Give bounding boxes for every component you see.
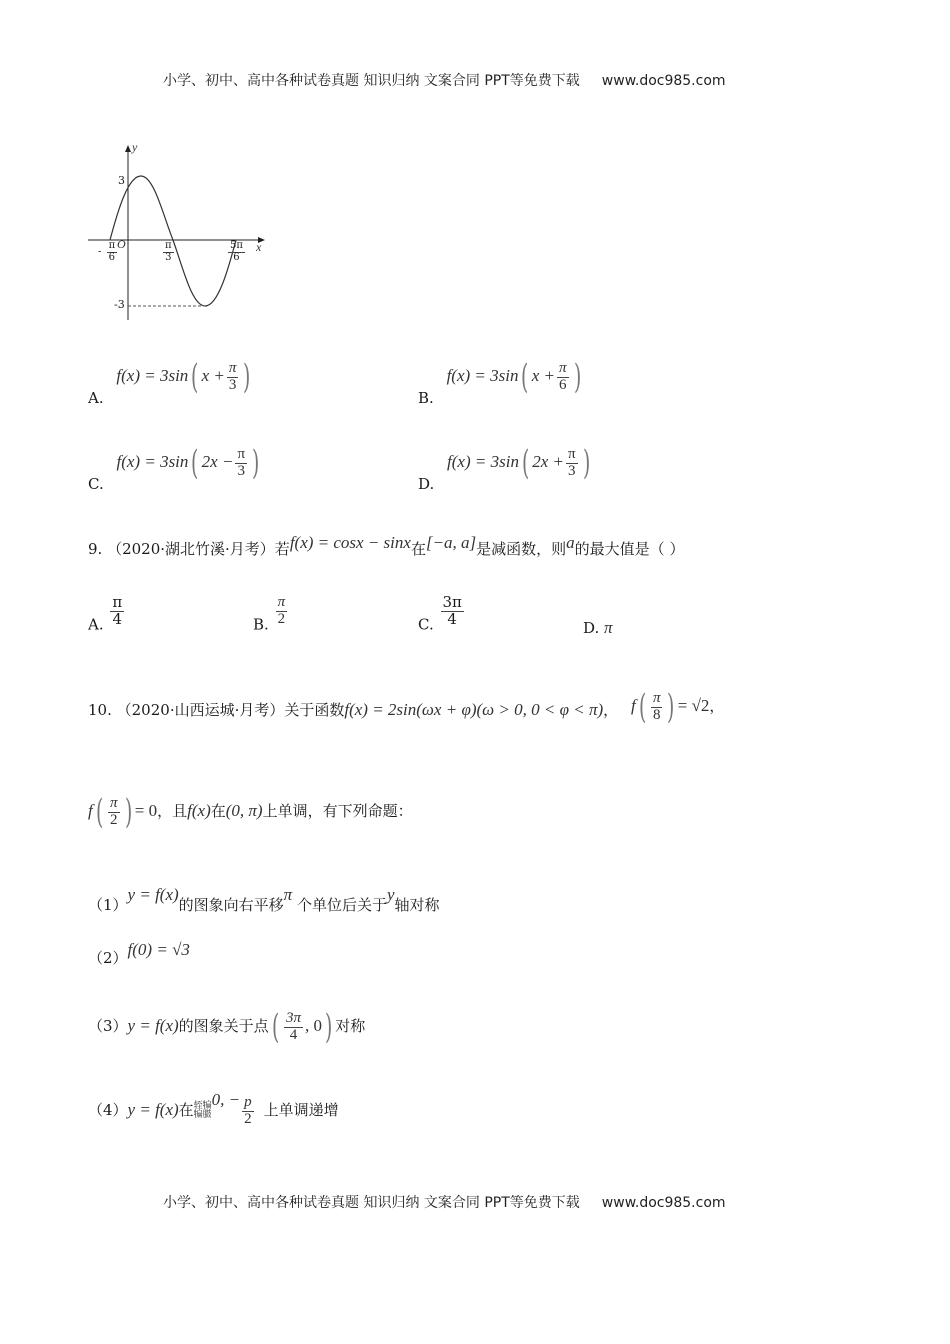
frac-den: 4 (112, 609, 123, 628)
prop-text: 的图象关于点 (178, 1017, 269, 1035)
cond-rhs: = 0 (134, 801, 158, 820)
prop-text: 在 (178, 1101, 194, 1119)
option-label: A. (88, 389, 104, 407)
x-tick-5pi-6 (226, 241, 247, 263)
option-value: π (604, 618, 613, 637)
frac-den: 2 (244, 1110, 252, 1127)
option-frac (566, 447, 578, 480)
prop-label: （4） (88, 1101, 128, 1119)
footer-text: 小学、初中、高中各种试卷真题 知识归纳 文案合同 PPT等免费下载 (163, 1195, 580, 1211)
q9-option-a[interactable] (88, 595, 126, 633)
right-paren: ) (243, 357, 251, 397)
proposition-1 (88, 885, 440, 915)
right-paren: ) (324, 1007, 333, 1047)
page-header-banner (163, 70, 726, 90)
q10-line-2 (88, 792, 413, 832)
left-paren: ( (638, 687, 646, 727)
frac-num: 3π (442, 593, 462, 611)
frac-den: 4 (447, 609, 457, 628)
option-frac (227, 361, 239, 394)
option-inner: x + (531, 366, 556, 385)
left-paren: ( (191, 443, 199, 483)
prop-frac (284, 1011, 303, 1044)
left-paren: ( (191, 357, 199, 397)
q9-option-d[interactable] (583, 618, 613, 638)
tick-den: 6 (233, 251, 240, 263)
frac-den: 3 (237, 462, 245, 479)
left-paren: ( (95, 792, 104, 832)
frac-num: p (244, 1093, 252, 1110)
garbled-bracket-glyphs: 轾犏犏臌 (193, 1101, 212, 1120)
proposition-2 (88, 940, 190, 968)
question-source: （2020·湖北竹溪·月考）若 (107, 540, 290, 558)
q10-condition-1 (630, 687, 725, 727)
option-label: B. (418, 389, 434, 407)
right-paren: ) (582, 443, 590, 483)
frac-den: 2 (110, 811, 118, 828)
option-lhs: f(x) = 3sin (116, 366, 189, 385)
question-source: （2020·山西运城·月考）关于函数 (116, 701, 345, 719)
q10-punct: ， (709, 697, 725, 715)
prop-text: 个单位后关于 (292, 896, 387, 914)
option-label: A. (88, 615, 104, 634)
q8-option-d[interactable] (418, 443, 593, 493)
prop-math: 0, − (211, 1090, 241, 1109)
frac-num: π (652, 689, 661, 706)
question-10 (88, 687, 725, 727)
option-frac (110, 595, 124, 628)
question-9 (88, 533, 684, 559)
sine-graph (88, 140, 278, 330)
frac-num: 3π (285, 1009, 301, 1026)
prop-label: （2） (88, 949, 128, 967)
left-paren: ( (271, 1007, 279, 1047)
option-frac (441, 595, 464, 628)
proposition-4 (88, 1090, 339, 1127)
option-label: C. (418, 615, 434, 634)
tick-sign: - (98, 246, 102, 258)
tick-den: 6 (108, 251, 116, 263)
q9-interval: [−a, a] (425, 533, 477, 552)
prop-label: （3） (88, 1017, 128, 1035)
q10-interval: (0, π) (225, 801, 263, 820)
footer-url: www.doc985.com (601, 1195, 726, 1211)
option-label: D. (418, 475, 435, 493)
q9-function: f(x) = cosx − sinx (289, 533, 411, 552)
option-label: C. (88, 475, 104, 493)
option-frac (276, 595, 288, 628)
frac-den: 2 (277, 610, 286, 627)
prop-frac (242, 1095, 254, 1128)
prop-text: 轴对称 (394, 896, 440, 914)
tick-frac (228, 241, 245, 263)
proposition-3 (88, 1007, 366, 1047)
q10-fx: f(x) (187, 801, 211, 820)
y-tick-neg3: -3 (114, 298, 125, 311)
prop-math: y = f(x) (127, 1016, 179, 1035)
option-label: D. (583, 619, 600, 637)
frac-num: π (277, 594, 286, 610)
y-tick-3: 3 (118, 174, 125, 187)
q8-option-c[interactable] (88, 443, 262, 493)
prop-math: f(0) = √3 (127, 940, 190, 959)
q9-variable: a (566, 533, 575, 552)
prop-math: y (386, 885, 395, 904)
q9-text: 在 (410, 540, 426, 558)
option-lhs: f(x) = 3sin (447, 452, 519, 471)
q10-text: ，且 (157, 802, 188, 820)
prop-text: 对称 (335, 1017, 366, 1035)
origin-label: O (117, 237, 126, 251)
prop-text: 上单调递增 (263, 1101, 339, 1119)
option-inner: 2x + (532, 452, 564, 471)
right-paren: ) (667, 687, 675, 727)
right-paren: ) (124, 792, 132, 832)
tick-frac (163, 241, 174, 263)
q10-punct: ， (603, 701, 619, 719)
tick-num: π (165, 240, 172, 251)
frac-num: π (112, 593, 123, 611)
prop-math: y = f(x) (127, 885, 179, 904)
tick-num: π (108, 240, 116, 251)
tick-frac (107, 241, 118, 263)
q10-text: 上单调，有下列命题： (262, 802, 413, 820)
frac-num: π (110, 794, 118, 811)
q9-option-b[interactable] (253, 595, 289, 633)
page-footer-banner (163, 1192, 726, 1212)
prop-math: , 0 (304, 1016, 322, 1035)
cond-lhs: f (630, 696, 636, 715)
question-number: 10. (88, 701, 112, 719)
prop-label: （1） (88, 896, 128, 914)
frac-den: 3 (568, 462, 576, 479)
prop-math: y = f(x) (127, 1100, 179, 1119)
y-axis-label: y (132, 140, 138, 154)
frac-den: 3 (228, 376, 237, 393)
right-paren: ) (252, 443, 260, 483)
right-paren: ) (573, 357, 581, 397)
frac-num: π (237, 445, 246, 462)
q10-function: f(x) = 2sin(ωx + φ)(ω > 0, 0 < φ < π) (344, 700, 604, 719)
prop-math: π (283, 885, 293, 904)
frac-num: π (559, 359, 567, 376)
header-url: www.doc985.com (601, 73, 726, 89)
x-tick-pi-3 (161, 241, 176, 263)
q9-option-c[interactable] (418, 595, 466, 633)
option-label: B. (253, 615, 269, 634)
tick-den: 3 (165, 251, 172, 263)
left-paren: ( (521, 443, 530, 483)
cond-frac (651, 691, 663, 724)
option-lhs: f(x) = 3sin (116, 452, 189, 471)
x-tick-neg-pi-6 (98, 241, 119, 263)
cond-rhs: = √2 (677, 696, 710, 715)
option-inner: 2x − (201, 452, 234, 471)
question-number: 9. (88, 540, 103, 558)
option-lhs: f(x) = 3sin (446, 366, 519, 385)
option-inner: x + (201, 366, 225, 385)
left-paren: ( (521, 357, 529, 397)
frac-den: 6 (559, 376, 567, 393)
prop-text: 的图象向右平移 (178, 896, 284, 914)
q8-option-a[interactable] (88, 357, 254, 407)
cond-frac (108, 796, 120, 829)
tick-num: 5π (230, 240, 243, 251)
q9-text: 的最大值是（ ） (574, 540, 685, 558)
q9-text: 是减函数，则 (476, 540, 567, 558)
frac-den: 8 (652, 706, 661, 723)
q8-option-b[interactable] (418, 357, 584, 407)
x-axis-label: x (256, 240, 262, 254)
frac-num: π (568, 445, 576, 462)
frac-num: π (228, 359, 237, 376)
option-frac (557, 361, 569, 394)
frac-den: 4 (289, 1026, 298, 1043)
header-text: 小学、初中、高中各种试卷真题 知识归纳 文案合同 PPT等免费下载 (163, 73, 580, 89)
option-frac (235, 447, 247, 480)
q10-text: 在 (210, 802, 226, 820)
cond-lhs: f (88, 801, 93, 820)
